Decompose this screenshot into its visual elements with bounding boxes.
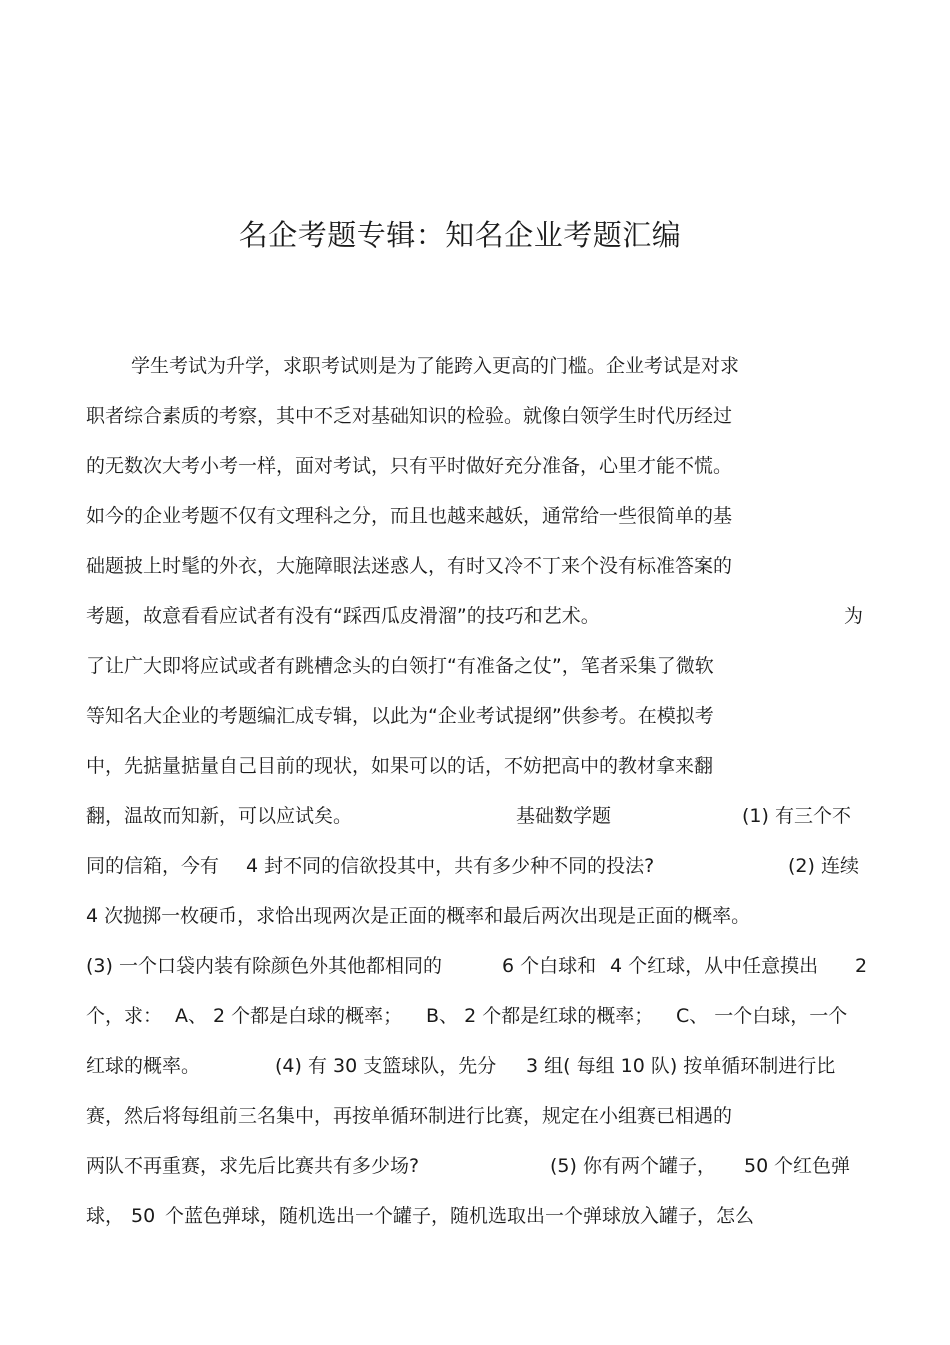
question-label: (2) 连续 [788,855,859,877]
text-line: 赛，然后将每组前三名集中，再按单循环制进行比赛，规定在小组赛已相遇的 [86,1105,733,1127]
text-fragment: 个红色弹 [774,1155,851,1177]
text-fragment: 3 组( 每组 10 队) 按单循环制进行比 [526,1055,836,1077]
text-fragment: 6 个白球和 [502,955,597,977]
question-label: (1) 有三个不 [742,805,851,827]
text-line: 等知名大企业的考题编汇成专辑，以此为“企业考试提纲”供参考。在模拟考 [86,705,714,727]
text-line: 翻，温故而知新，可以应试矣。 [86,805,353,827]
text-fragment: 为 [844,605,864,627]
text-line: 的无数次大考小考一样，面对考试，只有平时做好充分准备，心里才能不慌。 [86,455,733,477]
text-line: 职者综合素质的考察，其中不乏对基础知识的检验。就像白领学生时代历经过 [86,405,733,427]
text-fragment: A、 2 个都是白球的概率； [175,1005,403,1027]
text-fragment: B、 2 个都是红球的概率； [426,1005,654,1027]
question-label: (5) 你有两个罐子， [550,1155,716,1177]
text-line: (3) 一个口袋内装有除颜色外其他都相同的 [86,955,442,977]
text-fragment: 4 封不同的信欲投其中，共有多少种不同的投法? [246,855,655,877]
text-line: 红球的概率。 [86,1055,201,1077]
text-line: 考题，故意看看应试者有没有“踩西瓜皮滑溜”的技巧和艺术。 [86,605,600,627]
text-fragment: 4 个红球，从中任意摸出 [610,955,819,977]
text-line: 同的信箱，今有 [86,855,220,877]
text-line: 4 次抛掷一枚硬币，求恰出现两次是正面的概率和最后两次出现是正面的概率。 [86,905,751,927]
text-fragment: C、 一个白球，一个 [676,1005,848,1027]
section-heading: 基础数学题 [516,805,612,827]
text-line: 学生考试为升学，求职考试则是为了能跨入更高的门槛。企业考试是对求 [131,355,740,377]
document-title: 名企考题专辑：知名企业考题汇编 [238,218,682,253]
text-line: 中，先掂量掂量自己目前的现状，如果可以的话，不妨把高中的教材拿来翻 [86,755,714,777]
text-fragment: 50 [744,1155,769,1177]
text-line: 两队不再重赛，求先后比赛共有多少场? [86,1155,420,1177]
text-fragment: 2 [855,955,868,977]
text-line: 个，求： [86,1005,163,1027]
text-fragment: 个蓝色弹球，随机选出一个罐子，随机选取出一个弹球放入罐子，怎么 [165,1205,755,1227]
text-line: 础题披上时髦的外衣，大施障眼法迷惑人，有时又冷不丁来个没有标准答案的 [86,555,733,577]
question-label: (4) 有 30 支篮球队，先分 [275,1055,497,1077]
text-fragment: 50 [131,1205,156,1227]
text-line: 球， [86,1205,125,1227]
text-line: 如今的企业考题不仅有文理科之分，而且也越来越妖，通常给一些很简单的基 [86,505,733,527]
text-line: 了让广大即将应试或者有跳槽念头的白领打“有准备之仗”，笔者采集了微软 [86,655,714,677]
